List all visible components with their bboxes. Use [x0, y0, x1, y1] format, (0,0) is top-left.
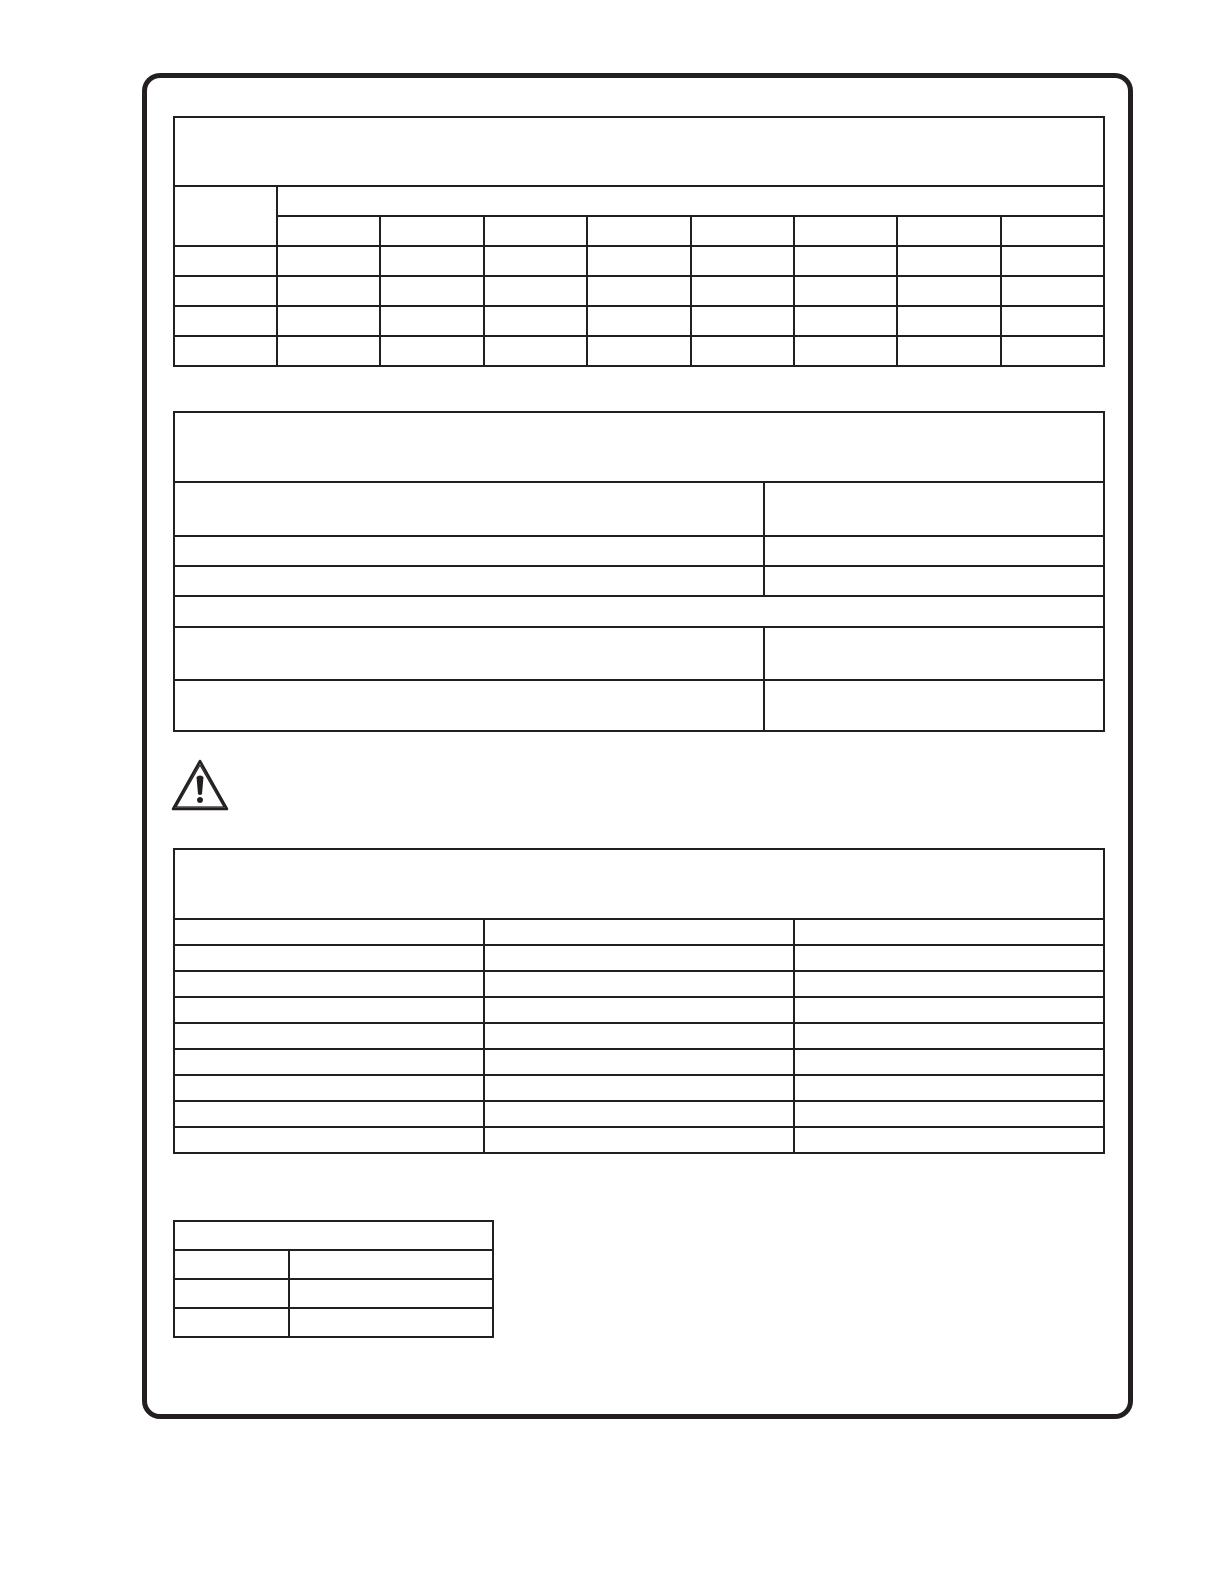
warning-triangle-icon: [170, 757, 230, 813]
table-cell: [1001, 306, 1104, 336]
table-cell: [484, 1049, 794, 1075]
table-row: [174, 246, 1104, 276]
table-cell: [1001, 336, 1104, 366]
spec-table-2: [173, 411, 1105, 732]
table-cell: [764, 627, 1104, 680]
table-cell: [174, 566, 764, 596]
table-cell: [587, 276, 690, 306]
table-cell: [587, 246, 690, 276]
table-cell: [484, 336, 587, 366]
table-cell: [897, 246, 1000, 276]
table-cell: [484, 945, 794, 971]
table-cell: [691, 306, 794, 336]
table-cell: [484, 306, 587, 336]
table-row: [174, 1279, 493, 1308]
corner-cell: [174, 186, 277, 246]
header-cell: [764, 482, 1104, 536]
column-header: [484, 216, 587, 246]
table-cell: [587, 336, 690, 366]
table-row: [174, 336, 1104, 366]
column-header: [380, 216, 483, 246]
table-cell: [764, 566, 1104, 596]
table-cell: [484, 1127, 794, 1153]
table-row: [174, 276, 1104, 306]
table-cell: [174, 276, 277, 306]
table-title: [174, 849, 1104, 919]
table-cell: [289, 1279, 493, 1308]
table-cell: [174, 1049, 484, 1075]
table-cell: [174, 919, 484, 945]
table-cell: [484, 1023, 794, 1049]
column-header: [587, 216, 690, 246]
table-cell: [897, 336, 1000, 366]
header-cell: [174, 482, 764, 536]
table-cell: [484, 276, 587, 306]
table-row: [174, 1023, 1104, 1049]
table-title: [174, 412, 1104, 482]
table-cell: [277, 276, 380, 306]
table-cell: [174, 246, 277, 276]
column-header: [277, 216, 380, 246]
table-cell: [764, 680, 1104, 731]
group-header: [277, 186, 1104, 216]
table-cell: [794, 997, 1104, 1023]
table-row: [174, 971, 1104, 997]
table-cell: [174, 945, 484, 971]
section-label: [174, 596, 1104, 627]
table-cell: [794, 971, 1104, 997]
table-cell: [289, 1250, 493, 1279]
table-cell: [794, 919, 1104, 945]
table-row: [174, 306, 1104, 336]
table-row: [174, 1127, 1104, 1153]
spec-table-4: [173, 1220, 494, 1338]
table-row: [174, 1101, 1104, 1127]
table-cell: [794, 246, 897, 276]
table-cell: [174, 680, 764, 731]
table-row: [174, 1308, 493, 1337]
table-cell: [897, 276, 1000, 306]
table-cell: [484, 971, 794, 997]
table-cell: [691, 276, 794, 306]
table-cell: [691, 336, 794, 366]
table-cell: [794, 1127, 1104, 1153]
table-cell: [1001, 276, 1104, 306]
table-cell: [794, 945, 1104, 971]
table-cell: [174, 1075, 484, 1101]
table-title: [174, 1221, 493, 1250]
table-cell: [1001, 246, 1104, 276]
table-cell: [174, 1250, 289, 1279]
table-cell: [794, 1075, 1104, 1101]
table-cell: [484, 1101, 794, 1127]
table-cell: [380, 246, 483, 276]
table-cell: [174, 627, 764, 680]
column-header: [691, 216, 794, 246]
table-cell: [484, 919, 794, 945]
column-header: [1001, 216, 1104, 246]
table-cell: [794, 306, 897, 336]
table-cell: [691, 246, 794, 276]
table-cell: [587, 306, 690, 336]
table-cell: [174, 336, 277, 366]
table-row: [174, 1049, 1104, 1075]
table-row: [174, 997, 1104, 1023]
table-cell: [289, 1308, 493, 1337]
table-cell: [764, 536, 1104, 566]
table-cell: [277, 336, 380, 366]
table-cell: [174, 1101, 484, 1127]
table-cell: [277, 246, 380, 276]
table-cell: [174, 536, 764, 566]
table-title: [174, 117, 1104, 186]
table-cell: [794, 336, 897, 366]
table-cell: [380, 306, 483, 336]
table-cell: [174, 1023, 484, 1049]
table-cell: [794, 1023, 1104, 1049]
table-cell: [380, 276, 483, 306]
table-cell: [174, 997, 484, 1023]
table-cell: [484, 997, 794, 1023]
spec-table-3: [173, 848, 1105, 1154]
table-cell: [174, 971, 484, 997]
table-cell: [174, 1127, 484, 1153]
column-header: [794, 216, 897, 246]
table-cell: [794, 1049, 1104, 1075]
table-row: [174, 919, 1104, 945]
table-row: [174, 945, 1104, 971]
table-cell: [174, 1308, 289, 1337]
spec-table-1: [173, 116, 1105, 367]
table-cell: [174, 1279, 289, 1308]
column-header: [897, 216, 1000, 246]
table-cell: [484, 1075, 794, 1101]
table-cell: [174, 306, 277, 336]
table-cell: [897, 306, 1000, 336]
table-row: [174, 1075, 1104, 1101]
table-cell: [794, 1101, 1104, 1127]
table-row: [174, 1250, 493, 1279]
table-cell: [484, 246, 587, 276]
table-cell: [277, 306, 380, 336]
table-cell: [380, 336, 483, 366]
table-cell: [794, 276, 897, 306]
